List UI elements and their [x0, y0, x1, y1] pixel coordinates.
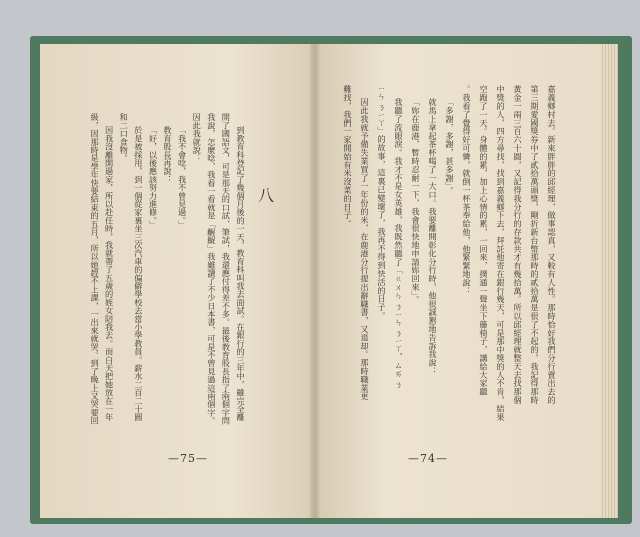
right-page-text: [339, 85, 560, 421]
chapter-title: 八: [258, 186, 275, 205]
text-column: 我說，怎麼唸，我看一看就是「齷齪」我雖讀了不少日本書，可是不曾見過這兩個字。: [206, 113, 217, 425]
text-column: 因我沒離開過家，所以赴任時，我就帶了五歲的姪女陪我去。而白天把她放在一年: [104, 126, 115, 422]
right-page-number: —74—: [408, 452, 448, 465]
text-column: 第三期愛國獎券中了貳拾萬頭獎，剛折新台幣那時的貳拾萬是很了不起的，我記得那時: [530, 85, 540, 405]
text-column: 難找，我們一家開始有米沒菜的日子。: [343, 85, 353, 228]
text-column: 教育股長再說：: [163, 126, 174, 184]
text-column: 因此我就說：: [192, 113, 203, 163]
book-gutter: [310, 44, 320, 518]
text-column: 「妳在鹿港，暫時忍耐一下，我會很快地申請妳回來」。: [411, 98, 421, 304]
left-page-text: [87, 113, 248, 425]
left-page-number: —75—: [168, 452, 208, 465]
text-column: 我聽了流眼淚。我才不是女英雄，我既然聽了「ㄍㄨㄣ ㄋㄧㄣ ㄋㄧㄚ，ㄙㄞ ㄋ: [394, 98, 404, 389]
text-column: 於是被採用，到一個從家裏坐三次汽車的偏僻學校去當小學教員。薪水二百二十圓: [133, 126, 144, 422]
page-edges: [600, 44, 618, 518]
text-column: ㄧㄣ ㄋㄧㄚ」的故事，這裏已變壞了，我再不得到快活的日子。: [377, 85, 387, 320]
text-column: 「多謝，多謝，甚多謝」。: [445, 98, 455, 195]
text-column: 中獎的人，四方尋找，找到嘉義鄉下去，拜託他寄在銀行幾天，可是那中獎的人不肯，結果: [496, 85, 506, 421]
text-column: 嘉義鄉村去。新來胖胖的邱經理，做事認真，又較有人性。那時恰好我們分行賣出去的: [547, 85, 557, 405]
text-column: 空跑了一天。身體的累，加上心情的累，一回來，撲通一聲坐下籐椅子，講給大家聽: [479, 85, 489, 396]
text-column: 就馬上拿起茶杯喝了一大口。我要離開彰化分行時，他很誠懇地告訴我說：: [428, 98, 438, 376]
text-column: 「好，以後應該努力進修。」: [148, 126, 159, 229]
text-column: 黃金一兩三百六十圓，又記得我分行的存款共才有幾拾萬。所以邱經理就整天去找那個: [513, 85, 523, 405]
text-column: 和二口食物。: [119, 113, 130, 163]
text-column: 。我看了覺得好可憐，就倒一杯茶奉給他，他緊緊地說：: [462, 85, 472, 295]
text-column: 「我不會唸，我不曾見過。」: [177, 126, 188, 229]
text-column: 到教育科登記了幾個月後的一天，教育科叫我去面試。在銀行的三年中，雖完全離: [236, 126, 246, 422]
text-column: 級，因那時是學年快要結束的五月，所以她趕不上課，一出來就哭。到了晚上又哭要回: [90, 113, 101, 425]
text-column: 開了國語文，可是那天的口試、筆試，我還應付得差不多。最後教育股長指了兩個字問: [221, 113, 232, 425]
text-column: 因此我就予備失業買了一年份的米，在鹿港分行提出辭職書，又退却。那時職業更: [360, 98, 370, 401]
